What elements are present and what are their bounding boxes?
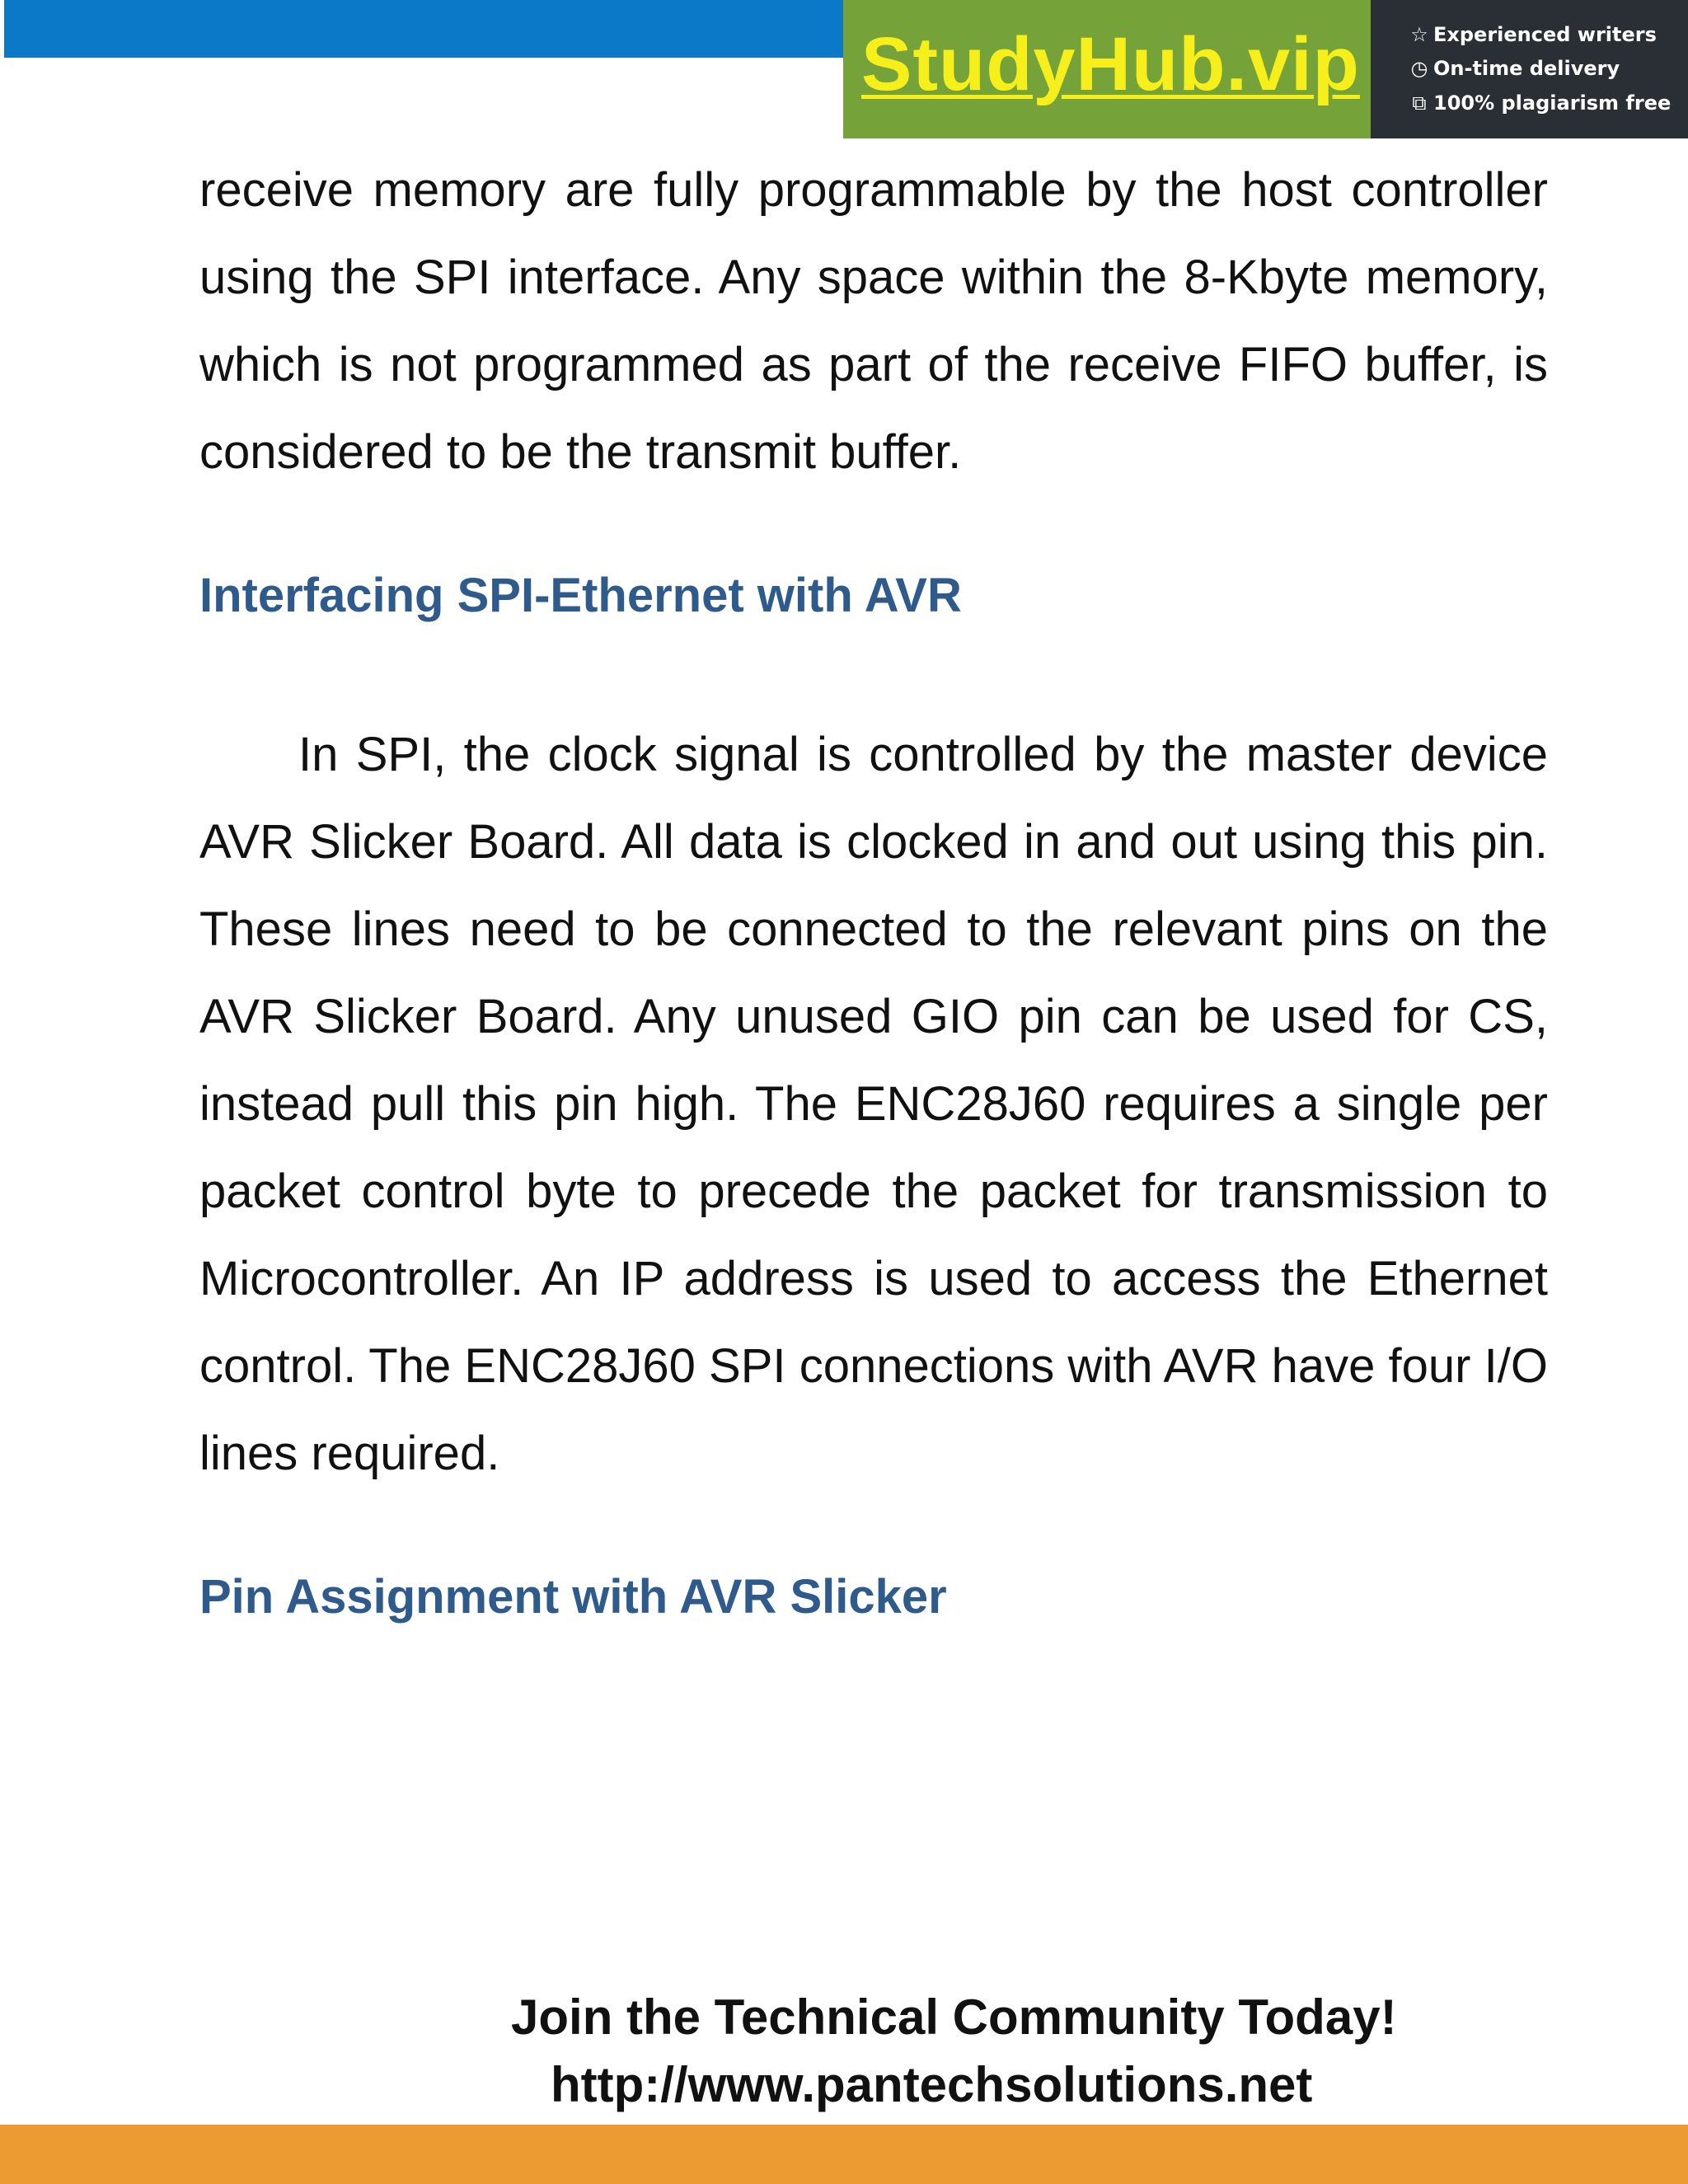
top-accent-bar bbox=[4, 0, 845, 58]
copy-check-icon: ⧉ bbox=[1412, 91, 1427, 115]
footer-website-link[interactable]: http://www.pantechsolutions.net bbox=[551, 2057, 1313, 2112]
heading-pin-assignment: Pin Assignment with AVR Slicker bbox=[199, 1570, 947, 1624]
feature-experienced-writers bbox=[1409, 22, 1657, 47]
feature-label: 100% plagiarism free bbox=[1433, 91, 1672, 115]
feature-label: On-time delivery bbox=[1433, 57, 1620, 80]
paragraph-spi-clock: In SPI, the clock signal is controlled by the master device AVR Slicker Board. All data is clocked in and out using this pin. These lines need to be connected to the relevant pins on the AVR Slicker Board. Any unused GIO pin can be used for CS, instead pull this pin high. The ENC28J60 requires a single per packet control byte to precede the packet for transmission to Microcontroller. An IP address is used to access the Ethernet control. The ENC28J60 SPI connections with AVR have four I/O lines required. bbox=[199, 728, 1548, 1480]
clock-icon: ◷ bbox=[1410, 57, 1428, 80]
footer-join-text: Join the Technical Community Today! bbox=[511, 1990, 1397, 2045]
feature-plagiarism-free bbox=[1409, 91, 1671, 115]
features-panel bbox=[1371, 0, 1688, 138]
star-icon: ☆ bbox=[1410, 23, 1428, 46]
studyhub-banner[interactable] bbox=[843, 0, 1371, 138]
paragraph-receive-memory: receive memory are fully programmable by the host controller using the SPI interface. Any space within the 8-Kbyte memory, which is not programmed as part of the receive FIFO buffer, is considered to be the transmit buffer. bbox=[199, 163, 1548, 479]
bottom-accent-bar bbox=[0, 2125, 1688, 2184]
brand-logo-text[interactable]: StudyHub.vip bbox=[861, 22, 1360, 106]
feature-on-time-delivery bbox=[1409, 56, 1620, 81]
feature-label: Experienced writers bbox=[1433, 23, 1657, 46]
heading-interfacing-spi-ethernet: Interfacing SPI-Ethernet with AVR bbox=[199, 569, 962, 622]
